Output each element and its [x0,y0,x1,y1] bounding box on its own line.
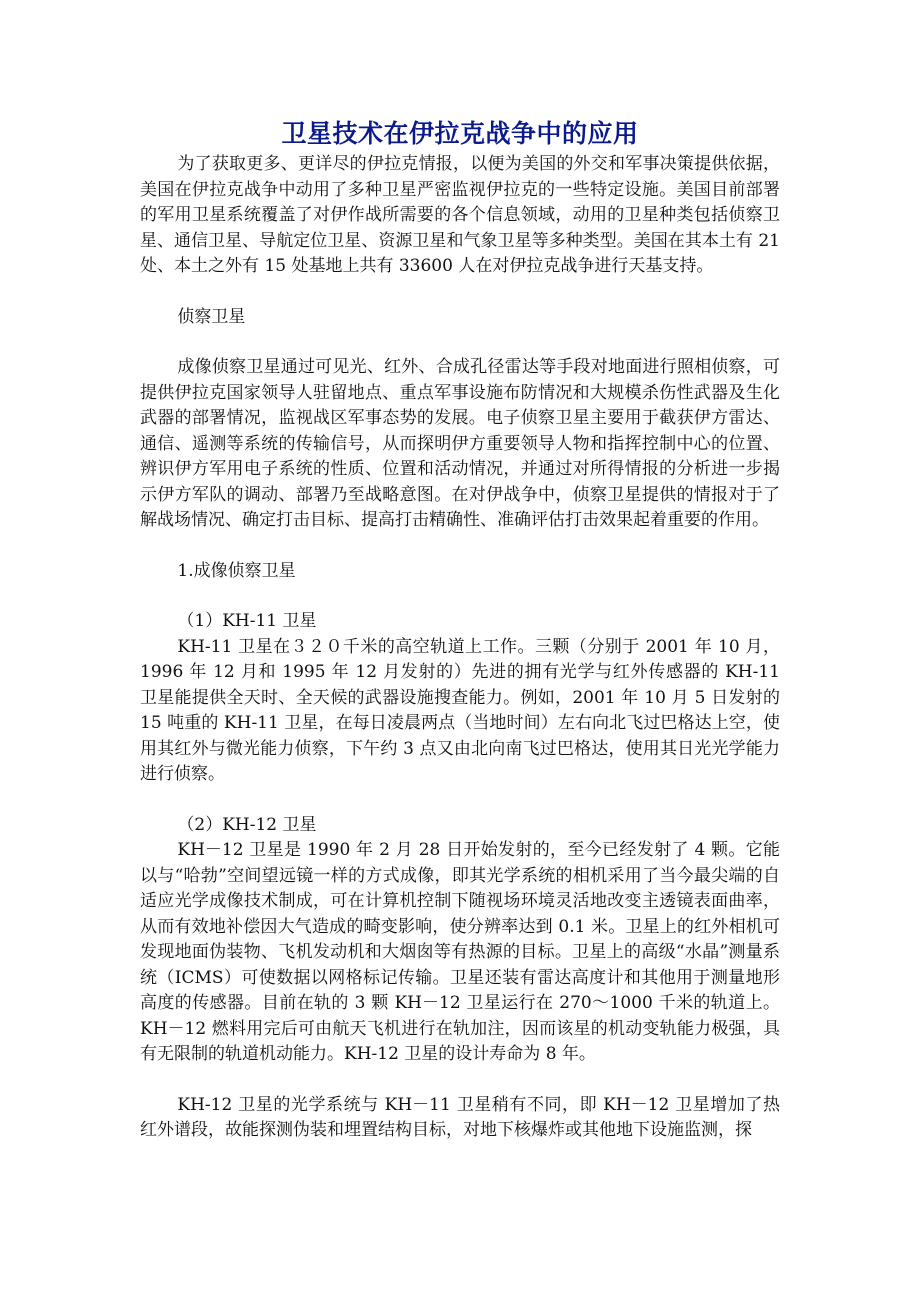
spacer [140,280,780,305]
kh12-paragraph: KH－12 卫星是 1990 年 2 月 28 日开始发射的，至今已经发射了 4 颗。它能以与“哈勃”空间望远镜一样的方式成像，即其光学系统的相机采用了当今最尖端的自适应光学成像技术制成，可在计算机控制下随视场环境灵活地改变主透镜表面曲率，从而有效地补偿因大气造成的畸变影响，使分辨率达到 0.1 米。卫星上的红外相机可发现地面伪装物、飞机发动机和大烟囱等有热源的目标。卫星上的高级“水晶”测量系统（ICMS）可使数据以网格标记传输。卫星还装有雷达高度计和其他用于测量地形高度的传感器。目前在轨的 3 颗 KH－12 卫星运行在 270～1000 千米的轨道上。KH－12 燃料用完后可由航天飞机进行在轨加注，因而该星的机动变轨能力极强，具有无限制的轨道机动能力。KH-12 卫星的设计寿命为 8 年。 [140,840,780,1064]
recon-paragraph: 成像侦察卫星通过可见光、红外、合成孔径雷达等手段对地面进行照相侦察，可提供伊拉克国家领导人驻留地点、重点军事设施布防情况和大规模杀伤性武器及生化武器的部署情况，监视战区军事态势的发展。电子侦察卫星主要用于截获伊方雷达、通信、遥测等系统的传输信号，从而探明伊方重要领导人物和指挥控制中心的位置、辨识伊方军用电子系统的性质、位置和活动情况，并通过对所得情报的分析进一步揭示伊方军队的调动、部署乃至战略意图。在对伊战争中，侦察卫星提供的情报对于了解战场情况、确定打击目标、提高打击精确性、准确评估打击效果起着重要的作用。 [140,357,780,530]
document-page [140,116,780,1144]
intro-paragraph: 为了获取更多、更详尽的伊拉克情报，以便为美国的外交和军事决策提供依据，美国在伊拉克战争中动用了多种卫星严密监视伊拉克的一些特定设施。美国目前部署的军用卫星系统覆盖了对伊作战所需要的各个信息领域，动用的卫星种类包括侦察卫星、通信卫星、导航定位卫星、资源卫星和气象卫星等多种类型。美国在其本土有 21 处、本土之外有 15 处基地上共有 33600 人在对伊拉克战争进行天基支持。 [140,154,780,276]
spacer [140,788,780,813]
kh11-heading: （1）KH-11 卫星 [177,611,317,631]
kh12-comparison-paragraph: KH-12 卫星的光学系统与 KH－11 卫星稍有不同，即 KH－12 卫星增加了热红外谱段，故能探测伪装和埋置结构目标，对地下核爆炸或其他地下设施监测，探 [140,1094,780,1140]
section-heading-recon-satellites: 侦察卫星 [177,306,246,327]
kh12-heading: （2）KH-12 卫星 [177,814,317,835]
document-title: 卫星技术在伊拉克战争中的应用 [281,119,639,148]
spacer [140,534,780,559]
spacer [140,584,780,609]
spacer [140,330,780,355]
subsection-heading-imaging: 1.成像侦察卫星 [177,560,296,581]
spacer [140,1068,780,1093]
kh11-paragraph: KH-11 卫星在３２０千米的高空轨道上工作。三颗（分别于 2001 年 10 月，1996 年 12 月和 1995 年 12 月发射的）先进的拥有光学与红外传感器的 KH-11 卫星能提供全天时、全天候的武器设施搜查能力。例如，2001 年 10 月 5 日发射的 15 吨重的 KH-11 卫星，在每日凌晨两点（当地时间）左右向北飞过巴格达上空，使用其红外与微光能力侦察，下午约 3 点又由北向南飞过巴格达，使用其日光光学能力进行侦察。 [140,636,780,784]
